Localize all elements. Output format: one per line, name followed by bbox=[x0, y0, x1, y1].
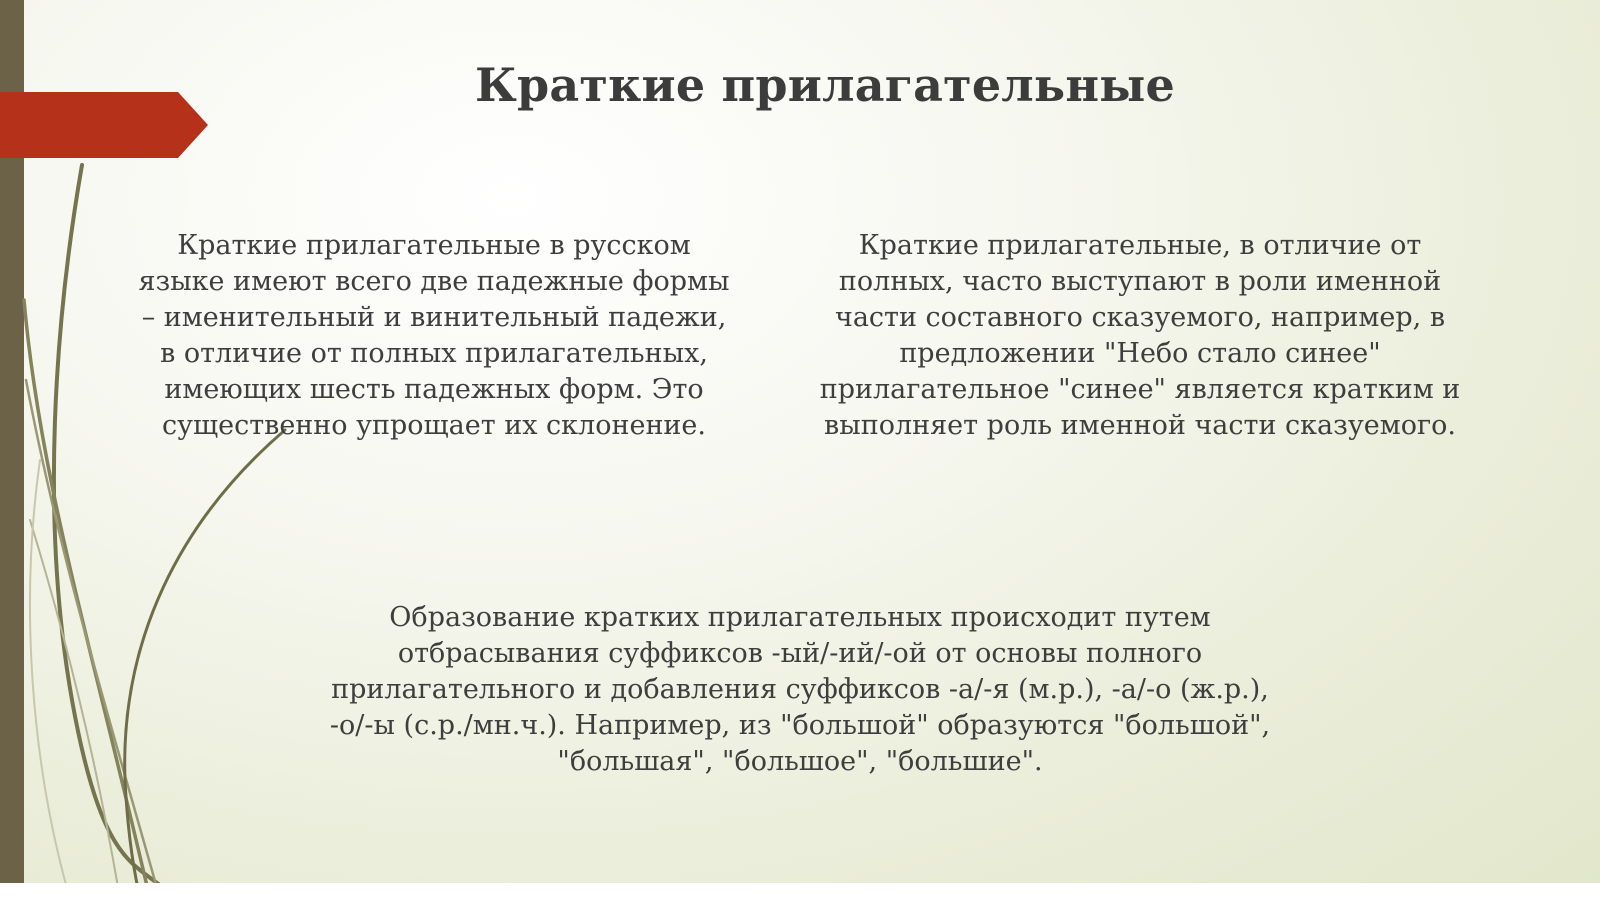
bottom-paragraph: Образование кратких прилагательных происходит путем отбрасывания суффиксов -ый/-ий/-ой от основы полного прилагательного и добавления суффиксов -а/-я (м.р.), -а/-о (ж.р.), -о/-ы (с.р./мн.ч.). Например, из "большой" образуются "большой", "большая", "большое", "большие". bbox=[329, 602, 1271, 777]
red-arrow-banner bbox=[0, 92, 210, 158]
left-paragraph: Краткие прилагательные в русском языке имеют всего две падежные формы – именительный и винительный падежи, в отличие от полных прилагательных, имеющих шесть падежных форм. Это существенно упрощает их склонение. bbox=[138, 230, 730, 441]
right-paragraph: Краткие прилагательные, в отличие от полных, часто выступают в роли именной части составного сказуемого, например, в предложении "Небо стало синее" прилагательное "синее" является кратким и выполняет роль именной части сказуемого. bbox=[819, 230, 1461, 441]
slide-title: Краткие прилагательные bbox=[475, 58, 1175, 112]
bottom-strip bbox=[0, 883, 1600, 899]
